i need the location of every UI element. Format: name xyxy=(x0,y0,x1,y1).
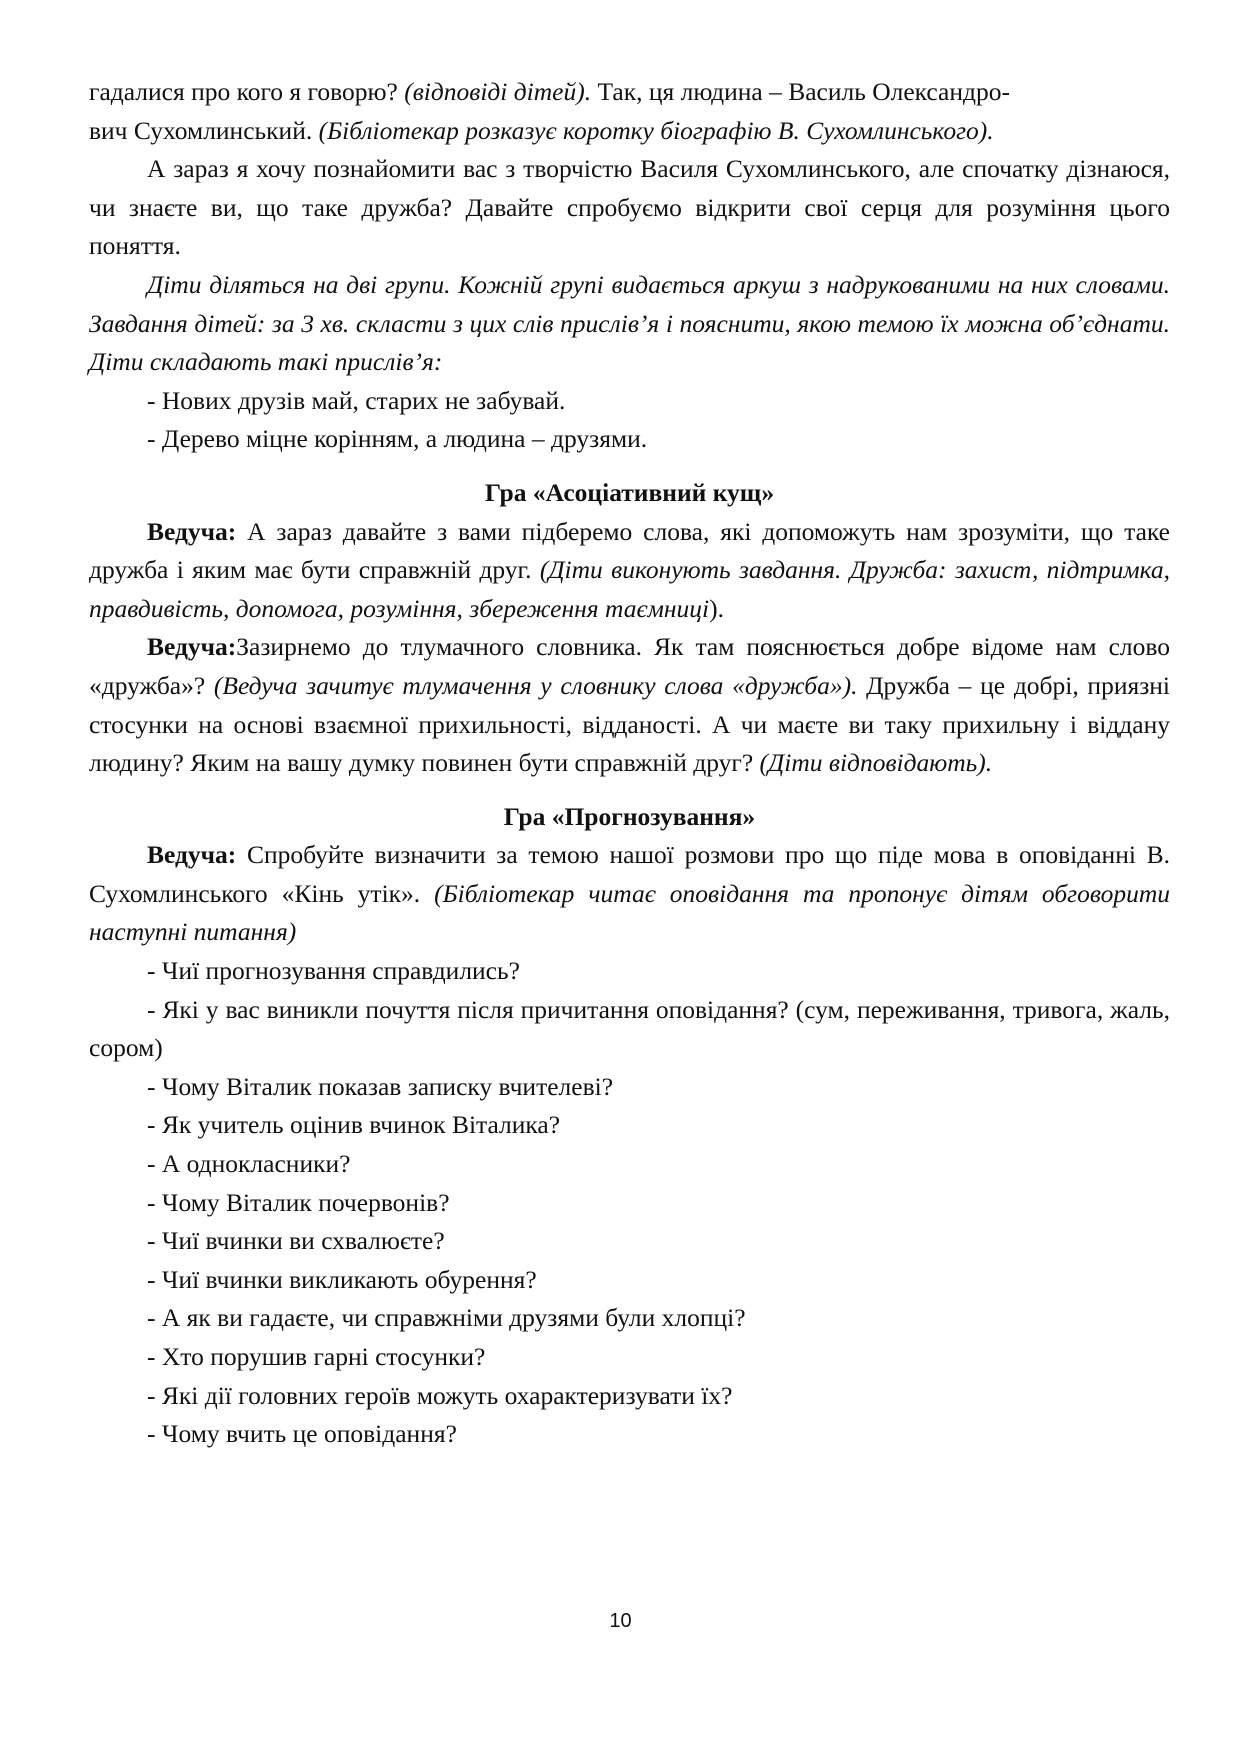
paragraph-friendship: А зараз я хочу познайомити вас з творчістю Василя Сухомлинського, але спочатку дізнаюся, чи знаєте ви, що таке дружба? Давайте спробуємо відкрити свої серця для розуміння цього поняття. xyxy=(89,154,1170,261)
intro-line-1 xyxy=(89,73,1170,112)
section1-p1-end: ). xyxy=(709,593,724,623)
heading-forecasting: Гра «Прогнозування» xyxy=(503,801,756,831)
section2-p1-italic: (Бібліотекар читає оповідання та пропонує дітям обговорити наступні питання) xyxy=(89,878,1170,947)
paragraph-groups: Діти діляться на дві групи. Кожній групі видається аркуш з надрукованими на них словами. Завдання дітей: за 3 хв. скласти з цих слів прислів’я і пояснити, якою темою їх можна об’єднати. Діти складають такі прислів’я: xyxy=(89,269,1170,377)
section2-paragraph-1 xyxy=(89,836,1170,952)
page-number: 10 xyxy=(609,1610,632,1632)
intro-line-2-italic: (Бібліотекар розказує коротку біографію В. Сухомлинського). xyxy=(318,115,994,145)
intro-line-2 xyxy=(89,112,1170,151)
host-label: Ведуча: xyxy=(147,632,237,662)
section1-p2-italic: (Ведуча зачитує тлумачення у словнику слова «дружба»). xyxy=(213,670,858,700)
question-item: - Чому Віталик показав записку вчителеві? xyxy=(147,1071,614,1101)
section1-p1-text: А зараз давайте з вами підберемо слова, які допоможуть нам зрозуміти, що таке дружба і яким має бути справжній друг. xyxy=(89,516,1170,585)
section1-paragraph-1 xyxy=(89,513,1170,629)
heading-associative-bush: Гра «Асоціативний кущ» xyxy=(484,477,775,507)
question-item: - Хто порушив гарні стосунки? xyxy=(147,1342,486,1371)
section1-paragraph-2 xyxy=(89,628,1170,782)
page-content xyxy=(89,73,1170,1454)
question-item: - Чому Віталик почервонів? xyxy=(147,1187,450,1217)
intro-line-2-text: вич Сухомлинський. xyxy=(89,115,319,145)
question-first: - Чиї прогнозування справдились? xyxy=(147,956,520,986)
question-item: - Чому вчить це оповідання? xyxy=(147,1419,457,1449)
question-item: - А як ви гадаєте, чи справжніми друзями були хлопці? xyxy=(147,1303,746,1333)
proverb-1: - Нових друзів май, старих не забувай. xyxy=(147,385,566,415)
question-item: - Як учитель оцінив вчинок Віталика? xyxy=(147,1110,561,1140)
section1-p2-rest: Дружба – це добрі, приязні стосунки на основі взаємної прихильності, відданості. А чи маєте ви таку прихильну і віддану людину? Яким на вашу думку повинен бути справжній друг? xyxy=(89,670,1171,778)
question-item: - А однокласники? xyxy=(147,1149,351,1179)
section1-p2-text: Зазирнемо до тлумачного словника. Як там пояснюється добре відоме нам слово «дружба»? xyxy=(89,632,1170,700)
section1-p2-italic-end: (Діти відповідають). xyxy=(759,748,993,778)
question-long: - Які у вас виникли почуття після причитання оповідання? (сум, переживання, тривога, жаль, сором) xyxy=(89,994,1170,1063)
host-label: Ведуча: xyxy=(147,516,237,546)
intro-text-rest: Так, ця людина – Василь Олександро- xyxy=(591,77,1010,106)
section1-p1-italic: (Діти виконують завдання. Дружба: захист, підтримка, правдивість, допомога, розуміння, збереження таємниці xyxy=(89,555,1171,623)
intro-italic-note: (відповіді дітей). xyxy=(404,77,592,106)
section2-p1-text: Спробуйте визначити за темою нашої розмови про що піде мова в оповіданні В. Сухомлинського «Кінь утік». xyxy=(89,840,1170,908)
question-item: - Які дії головних героїв можуть охарактеризувати їх? xyxy=(147,1380,733,1410)
question-item: - Чиї вчинки викликають обурення? xyxy=(147,1264,537,1294)
proverb-2: - Дерево міцне корінням, а людина – друзями. xyxy=(147,424,648,454)
question-item: - Чиї вчинки ви схвалюєте? xyxy=(147,1226,445,1256)
intro-text: гадалися про кого я говорю? xyxy=(89,77,405,106)
host-label: Ведуча: xyxy=(147,840,237,870)
